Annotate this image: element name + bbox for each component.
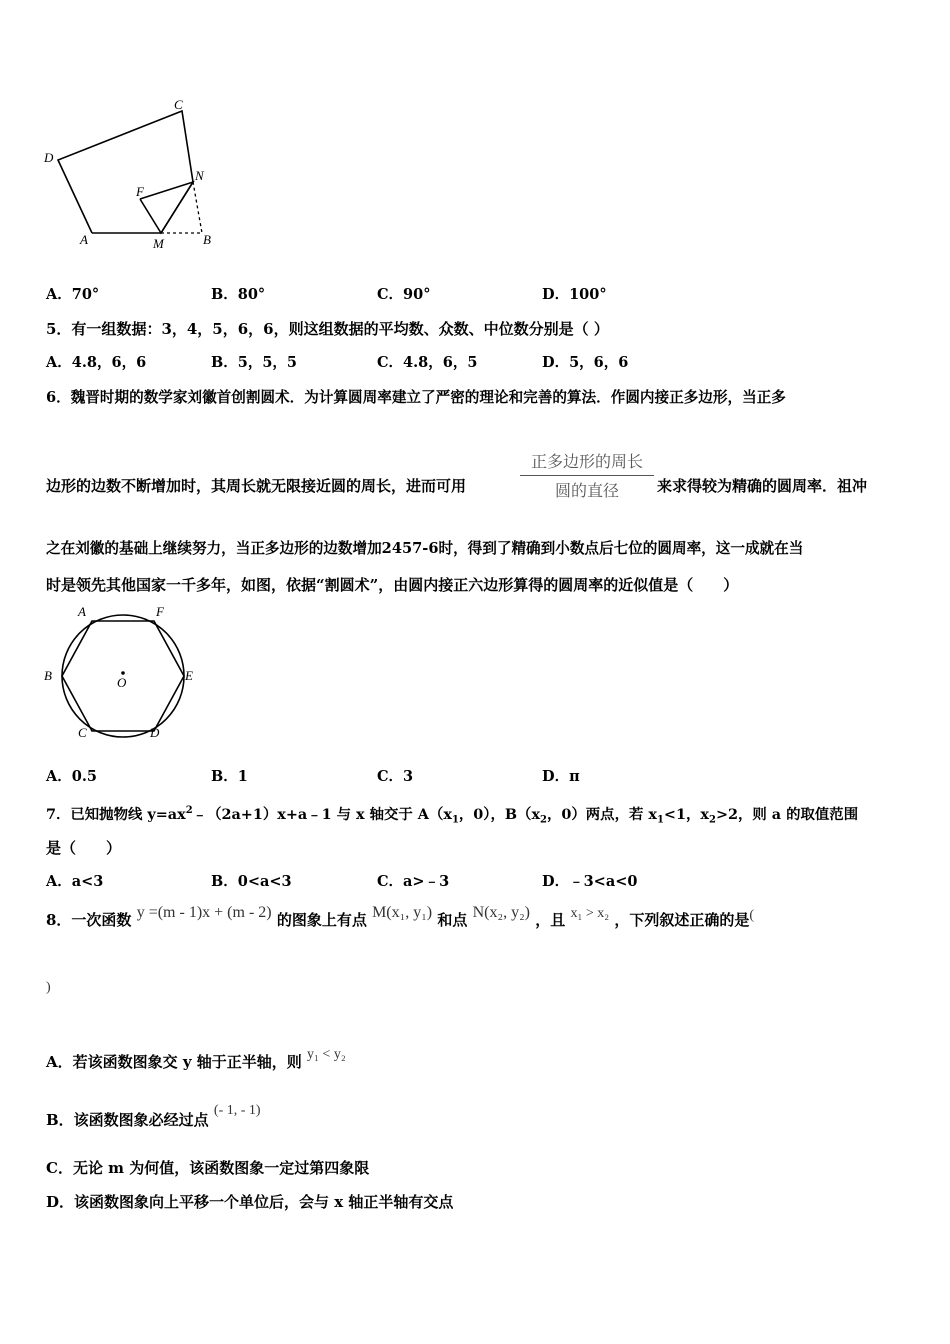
q8-stem bbox=[46, 904, 755, 932]
q6-line2-after: 来求得较为精确的圆周率．祖冲 bbox=[657, 477, 868, 495]
q7-part6: >2，则 a 的取值范围 bbox=[715, 805, 859, 823]
q8-paren-open: ( bbox=[749, 908, 755, 923]
label-a: A bbox=[80, 232, 88, 247]
fraction-numerator: 正多边形的周长 bbox=[530, 452, 643, 471]
q8-text4: ，且 bbox=[535, 911, 566, 929]
label-a: A bbox=[78, 604, 86, 619]
q8-text1: 8．一次函数 bbox=[46, 911, 132, 929]
q6-option-c: C．3 bbox=[377, 768, 414, 785]
q8-point-m: M(x₁, y₁) bbox=[372, 904, 433, 921]
q8-option-b-text: B．该函数图象必经过点 bbox=[46, 1111, 209, 1129]
q6-option-d: D．π bbox=[542, 768, 580, 785]
label-n: N bbox=[195, 168, 204, 183]
q6-line1: 6．魏晋时期的数学家刘徽首创割圆术．为计算圆周率建立了严密的理论和完善的算法．作圆内接正多边形，当正多 bbox=[46, 389, 786, 406]
q8-option-d: D．该函数图象向上平移一个单位后，会与 x 轴正半轴有交点 bbox=[46, 1193, 454, 1211]
q7-sup: 2 bbox=[185, 805, 193, 816]
q5-option-a: A．4.8，6，6 bbox=[46, 354, 147, 371]
q8-option-a bbox=[46, 1047, 346, 1074]
q8-text2: 的图象上有点 bbox=[276, 911, 367, 929]
label-o: O bbox=[117, 675, 127, 690]
label-d: D bbox=[44, 150, 54, 165]
label-d: D bbox=[150, 725, 160, 740]
q6-line3: 之在刘徽的基础上继续努力，当正多边形的边数增加2457-6时，得到了精确到小数点后七位的圆周率，这一成就在当 bbox=[46, 540, 804, 557]
figure-quadrilateral bbox=[40, 96, 230, 254]
q7-part2: ﹣（2a+1）x+a﹣1 与 x 轴交于 A（x bbox=[192, 805, 452, 823]
q7-part4: ，0）两点，若 x bbox=[547, 805, 657, 823]
q8-option-b-math: (- 1, - 1) bbox=[213, 1103, 261, 1118]
q8-inequality: x₁ > x₂ bbox=[570, 906, 610, 921]
q8-point-n: N(x₂, y₂) bbox=[472, 904, 530, 921]
q4-option-d: D．100° bbox=[542, 286, 607, 303]
label-e: E bbox=[185, 668, 193, 683]
label-m: M bbox=[153, 236, 164, 251]
label-b: B bbox=[44, 668, 52, 683]
q7-stem-line2: 是（ ） bbox=[46, 839, 122, 857]
q5-option-d: D．5，6，6 bbox=[542, 354, 629, 371]
q4-option-b: B．80° bbox=[211, 286, 266, 303]
q7-sub1: 1 bbox=[451, 814, 459, 826]
label-c: C bbox=[174, 97, 183, 112]
q8-option-a-text: A．若该函数图象交 y 轴于正半轴，则 bbox=[46, 1053, 302, 1071]
q7-sub4: 2 bbox=[708, 814, 716, 826]
q8-function: y =(m - 1)x + (m - 2) bbox=[136, 904, 272, 921]
q6-option-a: A．0.5 bbox=[46, 768, 97, 785]
q7-option-b: B．0<a<3 bbox=[211, 873, 292, 890]
q7-sub2: 2 bbox=[540, 814, 547, 826]
q6-option-b: B．1 bbox=[211, 768, 248, 785]
q7-part1: 7．已知抛物线 y=ax bbox=[46, 805, 186, 823]
label-c: C bbox=[78, 725, 87, 740]
fraction-denominator: 圆的直径 bbox=[554, 481, 619, 500]
q6-line2-before: 边形的边数不断增加时，其周长就无限接近圆的周长，进而可用 bbox=[46, 477, 467, 495]
q7-stem bbox=[46, 801, 858, 831]
q4-option-a: A．70° bbox=[46, 286, 100, 303]
fraction-bar bbox=[520, 475, 654, 476]
q8-text3: 和点 bbox=[437, 911, 468, 929]
label-f: F bbox=[156, 604, 164, 619]
q7-option-c: C．a>﹣3 bbox=[377, 873, 450, 890]
q8-option-a-math: y₁ < y₂ bbox=[307, 1047, 346, 1062]
q8-option-c: C．无论 m 为何值，该函数图象一定过第四象限 bbox=[46, 1159, 370, 1177]
q8-option-b bbox=[46, 1103, 261, 1132]
q8-text5: ，下列叙述正确的是 bbox=[614, 911, 750, 929]
label-b: B bbox=[203, 232, 211, 247]
q6-fraction bbox=[520, 449, 654, 501]
q8-paren-close: ) bbox=[46, 980, 51, 995]
q7-sub3: 1 bbox=[656, 814, 664, 826]
q7-part3: ，0），B（x bbox=[458, 805, 541, 823]
q5-stem: 5．有一组数据：3，4，5，6，6，则这组数据的平均数、众数、中位数分别是（ ） bbox=[46, 320, 609, 338]
triangle-fmn bbox=[140, 182, 193, 233]
q7-option-a: A．a<3 bbox=[46, 873, 104, 890]
label-f: F bbox=[136, 184, 144, 199]
figure-hexagon-circle bbox=[40, 600, 210, 745]
q5-option-c: C．4.8，6，5 bbox=[377, 354, 478, 371]
q5-option-b: B．5，5，5 bbox=[211, 354, 298, 371]
q7-option-d: D．﹣3<a<0 bbox=[542, 873, 638, 890]
q6-line4: 时是领先其他国家一千多年，如图，依据“割圆术”，由圆内接正六边形算得的圆周率的近似值是（ ） bbox=[46, 576, 739, 594]
q7-part5: <1，x bbox=[663, 805, 709, 823]
q4-option-c: C．90° bbox=[377, 286, 431, 303]
